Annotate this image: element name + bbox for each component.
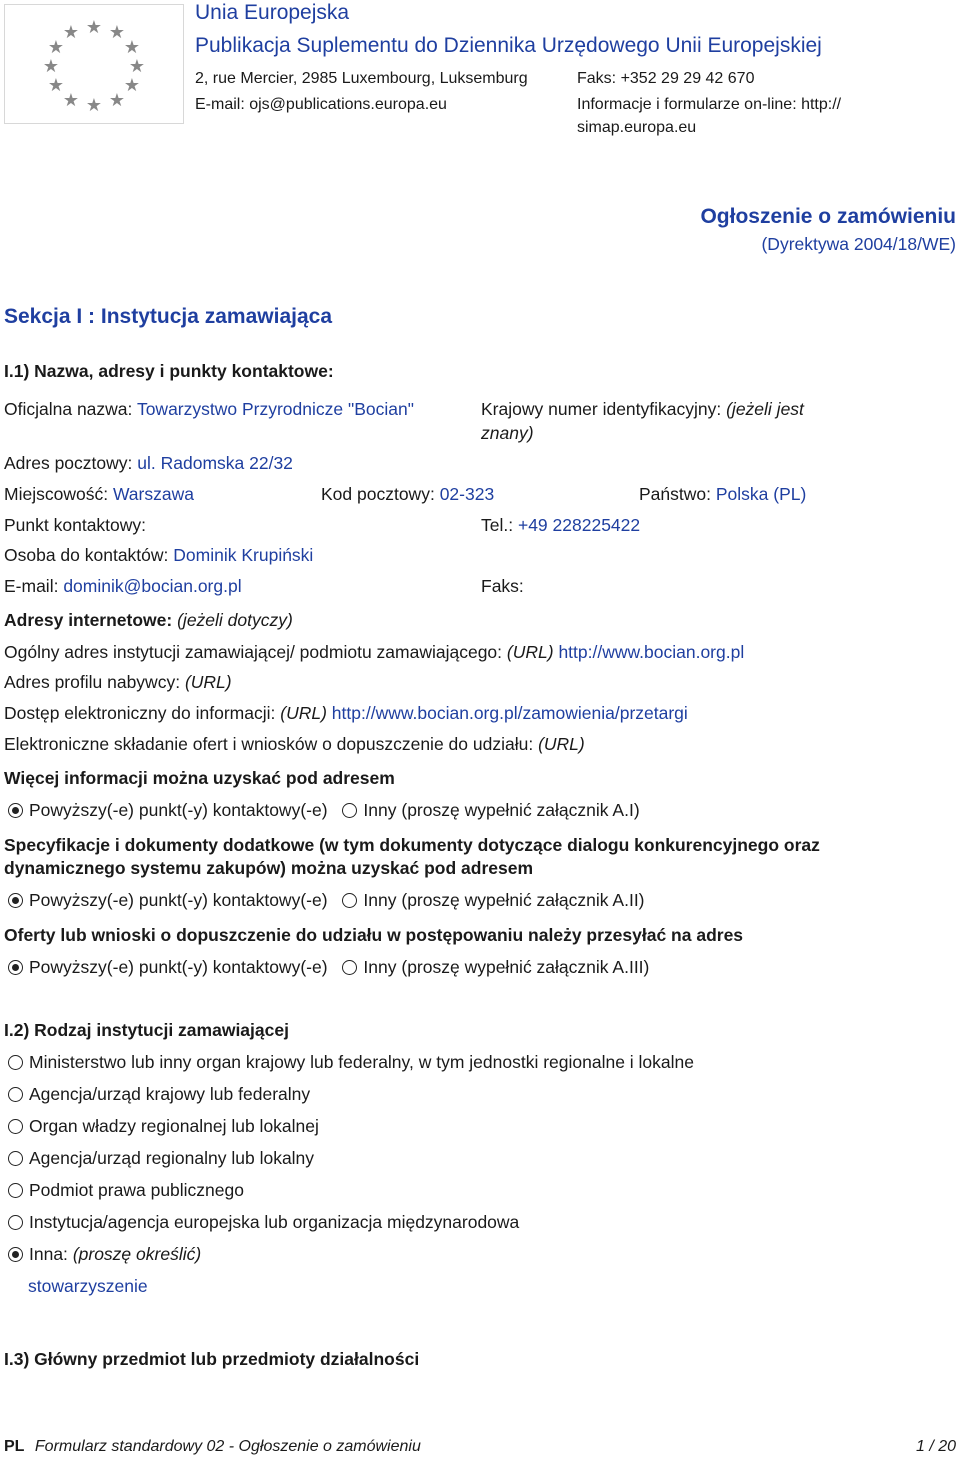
- i1-title: I.1) Nazwa, adresy i punkty kontaktowe:: [4, 361, 334, 381]
- tel-label: Tel.:: [481, 515, 514, 535]
- email-value[interactable]: dominik@bocian.org.pl: [63, 576, 242, 596]
- radio-more-info-above[interactable]: [8, 803, 23, 818]
- footer-lang: PL: [4, 1438, 25, 1455]
- header-online-1[interactable]: Informacje i formularze on-line: http://: [577, 96, 842, 113]
- radio-type-3[interactable]: [8, 1151, 23, 1166]
- specs-opt1: Powyższy(-e) punkt(-y) kontaktowy(-e): [29, 890, 328, 910]
- country-value: Polska (PL): [715, 484, 807, 504]
- offers-opt2: Inny (proszę wypełnić załącznik A.III): [363, 957, 650, 977]
- header-org: Unia Europejska: [195, 1, 350, 24]
- esubmission-url-tag: (URL): [538, 734, 585, 754]
- svg-text:★: ★: [108, 90, 126, 110]
- i3-title: I.3) Główny przedmiot lub przedmioty działalności: [4, 1349, 420, 1369]
- country-label: Państwo:: [639, 484, 711, 504]
- person-label: Osoba do kontaktów:: [4, 545, 169, 565]
- type-option-2: [8, 1116, 319, 1137]
- tel-value: +49 228225422: [517, 515, 641, 535]
- footer-form: Formularz standardowy 02 - Ogłoszenie o zamówieniu: [34, 1438, 421, 1455]
- svg-text:★: ★: [62, 90, 80, 110]
- national-id-row: [481, 399, 804, 420]
- email-label: E-mail:: [4, 576, 59, 596]
- zip-value: 02-323: [439, 484, 495, 504]
- offers-title: Oferty lub wnioski o dopuszczenie do udziału w postępowaniu należy przesyłać na adres: [4, 925, 744, 945]
- person-row: [4, 545, 313, 566]
- type-option-4: [8, 1180, 244, 1201]
- specs-title-1: Specyfikacje i dokumenty dodatkowe (w tym dokumenty dotyczące dialogu konkurencyjnego oraz: [4, 835, 820, 855]
- header-publication: Publikacja Suplementu do Dziennika Urzędowego Unii Europejskiej: [195, 34, 822, 57]
- general-url[interactable]: http://www.bocian.org.pl: [558, 642, 745, 662]
- svg-text:★: ★: [47, 37, 65, 57]
- svg-text:★: ★: [85, 17, 103, 37]
- radio-type-2[interactable]: [8, 1119, 23, 1134]
- eu-stars-icon: [5, 5, 183, 123]
- city-label: Miejscowość:: [4, 484, 109, 504]
- city-row: [4, 484, 194, 505]
- email-row: [4, 576, 242, 597]
- offers-options: [8, 957, 649, 978]
- buyer-profile-label: Adres profilu nabywcy:: [4, 672, 181, 692]
- national-id-note: (jeżeli jest: [726, 399, 804, 419]
- official-name-row: [4, 399, 414, 420]
- zip-row: [321, 484, 494, 505]
- zip-label: Kod pocztowy:: [321, 484, 435, 504]
- more-info-title: Więcej informacji można uzyskać pod adresem: [4, 768, 395, 788]
- svg-text:★: ★: [123, 37, 141, 57]
- radio-specs-above[interactable]: [8, 893, 23, 908]
- type-option-other: [8, 1244, 201, 1265]
- tel-row: [481, 515, 640, 536]
- i2-title: I.2) Rodzaj instytucji zamawiającej: [4, 1020, 289, 1040]
- internet-row: [4, 610, 293, 631]
- svg-text:★: ★: [108, 22, 126, 42]
- eaccess-url-tag: (URL): [280, 703, 327, 723]
- type-label-1: Agencja/urząd krajowy lub federalny: [29, 1084, 311, 1104]
- other-note: (proszę określić): [72, 1244, 202, 1264]
- type-label-0: Ministerstwo lub inny organ krajowy lub federalny, w tym jednostki regionalne i lokalne: [29, 1052, 694, 1072]
- specs-title-2: dynamicznego systemu zakupów) można uzyskać pod adresem: [4, 858, 534, 878]
- postal-row: [4, 453, 293, 474]
- esubmission-row: [4, 734, 585, 755]
- eu-logo: [4, 4, 184, 124]
- type-label-3: Agencja/urząd regionalny lub lokalny: [29, 1148, 315, 1168]
- general-address-label: Ogólny adres instytucji zamawiającej/ podmiotu zamawiającego:: [4, 642, 503, 662]
- radio-type-5[interactable]: [8, 1215, 23, 1230]
- internet-title: Adresy internetowe:: [4, 610, 173, 630]
- type-option-3: [8, 1148, 314, 1169]
- header-address: 2, rue Mercier, 2985 Luxembourg, Luksemburg: [195, 70, 528, 87]
- radio-offers-other[interactable]: [342, 960, 357, 975]
- notice-subtitle: (Dyrektywa 2004/18/WE): [761, 234, 956, 254]
- general-url-tag: (URL): [506, 642, 554, 662]
- eaccess-row: [4, 703, 688, 724]
- eaccess-label: Dostęp elektroniczny do informacji:: [4, 703, 276, 723]
- svg-text:★: ★: [47, 75, 65, 95]
- footer-page: 1 / 20: [915, 1438, 956, 1455]
- header-email[interactable]: E-mail: ojs@publications.europa.eu: [195, 96, 447, 113]
- contact-point-label: Punkt kontaktowy:: [4, 515, 147, 535]
- radio-more-info-other[interactable]: [342, 803, 357, 818]
- more-info-opt1: Powyższy(-e) punkt(-y) kontaktowy(-e): [29, 800, 328, 820]
- eaccess-url[interactable]: http://www.bocian.org.pl/zamowienia/przetargi: [331, 703, 688, 723]
- official-name-value: Towarzystwo Przyrodnicze "Bocian": [136, 399, 414, 419]
- type-label-4: Podmiot prawa publicznego: [29, 1180, 244, 1200]
- radio-type-1[interactable]: [8, 1087, 23, 1102]
- radio-type-4[interactable]: [8, 1183, 23, 1198]
- svg-text:★: ★: [42, 56, 60, 76]
- section1-title: Sekcja I : Instytucja zamawiająca: [4, 305, 333, 328]
- svg-text:★: ★: [85, 95, 103, 115]
- other-value: stowarzyszenie: [28, 1276, 148, 1296]
- radio-specs-other[interactable]: [342, 893, 357, 908]
- esubmission-label: Elektroniczne składanie ofert i wniosków o dopuszczenie do udziału:: [4, 734, 534, 754]
- radio-offers-above[interactable]: [8, 960, 23, 975]
- more-info-options: [8, 800, 640, 821]
- specs-options: [8, 890, 645, 911]
- type-option-5: [8, 1212, 519, 1233]
- postal-value: ul. Radomska 22/32: [137, 453, 293, 473]
- radio-type-other[interactable]: [8, 1247, 23, 1262]
- offers-opt1: Powyższy(-e) punkt(-y) kontaktowy(-e): [29, 957, 328, 977]
- buyer-url-tag: (URL): [184, 672, 232, 692]
- footer-left: [4, 1438, 421, 1456]
- radio-type-0[interactable]: [8, 1055, 23, 1070]
- header-online-2[interactable]: simap.europa.eu: [577, 119, 697, 136]
- type-option-0: [8, 1052, 694, 1073]
- buyer-profile-row: [4, 672, 232, 693]
- more-info-opt2: Inny (proszę wypełnić załącznik A.I): [363, 800, 640, 820]
- internet-note: (jeżeli dotyczy): [177, 610, 293, 630]
- fax-label: Faks:: [481, 576, 524, 596]
- header-fax: Faks: +352 29 29 42 670: [577, 70, 755, 87]
- specs-opt2: Inny (proszę wypełnić załącznik A.II): [363, 890, 645, 910]
- general-address-row: [4, 642, 744, 663]
- official-name-label: Oficjalna nazwa:: [4, 399, 133, 419]
- city-value: Warszawa: [112, 484, 194, 504]
- postal-label: Adres pocztowy:: [4, 453, 133, 473]
- national-id-label: Krajowy numer identyfikacyjny:: [481, 399, 722, 419]
- svg-text:★: ★: [123, 75, 141, 95]
- type-option-1: [8, 1084, 310, 1105]
- national-id-note-2: znany): [481, 423, 534, 443]
- svg-text:★: ★: [62, 22, 80, 42]
- svg-text:★: ★: [128, 56, 146, 76]
- person-value: Dominik Krupiński: [173, 545, 314, 565]
- type-label-2: Organ władzy regionalnej lub lokalnej: [29, 1116, 319, 1136]
- notice-title: Ogłoszenie o zamówieniu: [700, 205, 956, 228]
- other-label: Inna:: [29, 1244, 68, 1264]
- country-row: [639, 484, 806, 505]
- type-label-5: Instytucja/agencja europejska lub organizacja międzynarodowa: [29, 1212, 520, 1232]
